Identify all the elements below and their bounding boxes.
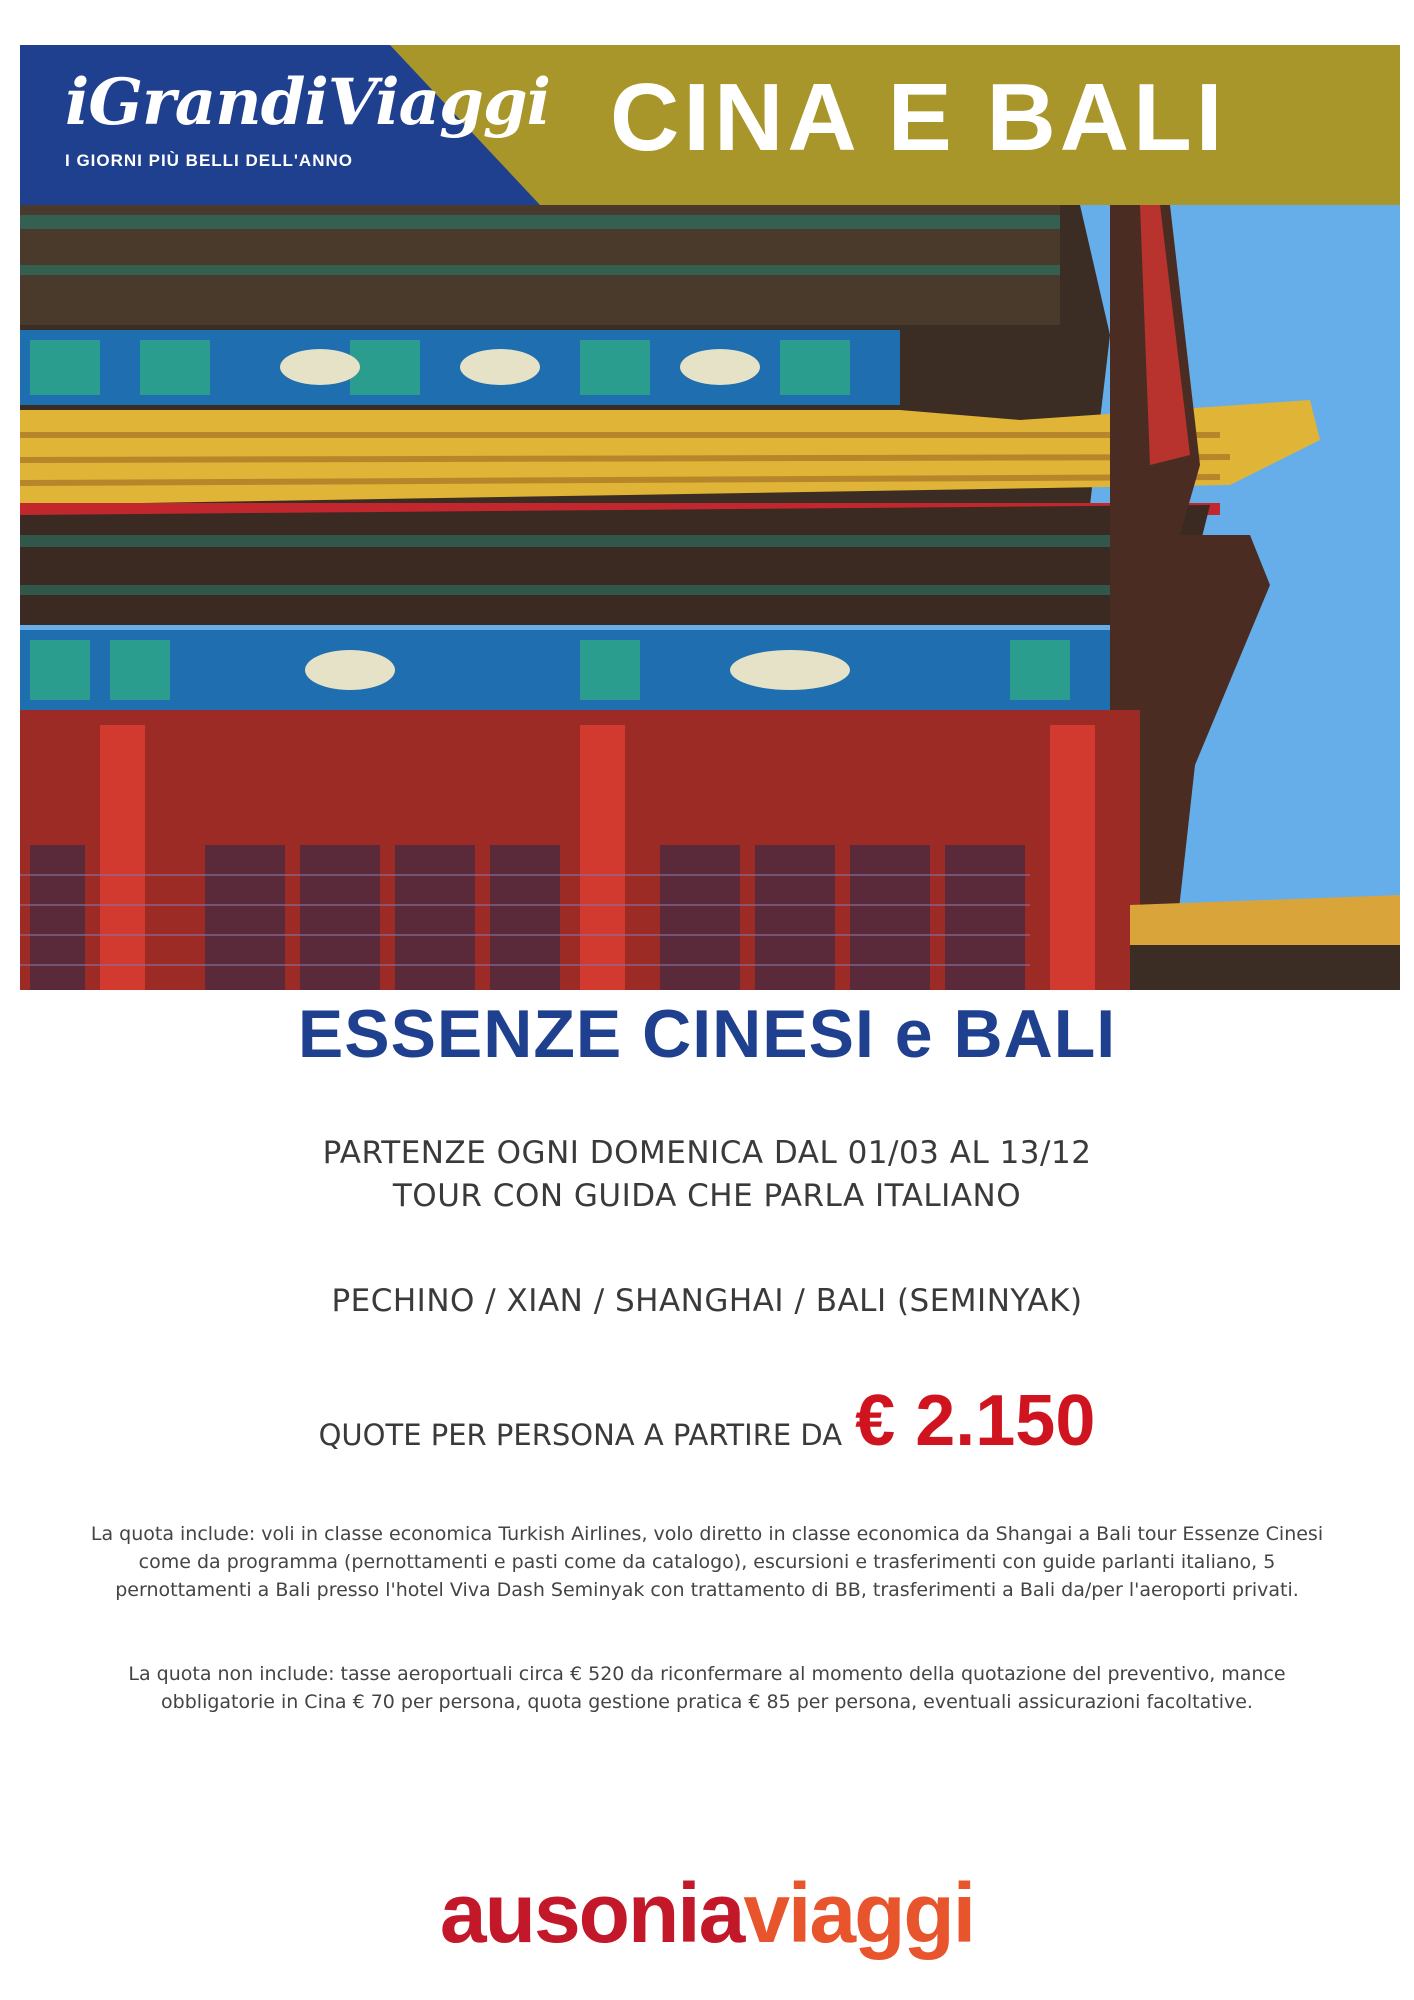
banner-title: CINA E BALI [610, 64, 1227, 171]
brand-logo: iGrandiViaggi [65, 65, 550, 140]
chinese-temple-photo [20, 205, 1400, 990]
header-banner [20, 45, 1400, 205]
price-label: QUOTE PER PERSONA A PARTIRE DA [318, 1418, 843, 1452]
brand-tagline: I GIORNI PIÙ BELLI DELL'ANNO [65, 151, 353, 170]
price-row [0, 1380, 1414, 1462]
tour-heading: ESSENZE CINESI e BALI [297, 996, 1117, 1072]
route-text: PECHINO / XIAN / SHANGHAI / BALI (SEMINYAK) [331, 1283, 1083, 1319]
logo-part-ausonia: ausonia [439, 1866, 744, 1960]
ausonia-viaggi-logo [0, 1865, 1414, 1962]
excludes-paragraph: La quota non include: tasse aeroportuali circa € 520 da riconfermare al momento della quotazione del preventivo, mance obbligatorie in Cina € 70 per persona, quota gestione pratica € 85 per persona, eventuali assicurazioni facoltative. [128, 1663, 1286, 1713]
price-value: € 2.150 [855, 1381, 1096, 1461]
logo-part-viaggi: viaggi [743, 1866, 975, 1960]
includes-paragraph: La quota include: voli in classe economica Turkish Airlines, volo diretto in classe economica da Shangai a Bali tour Essenze Cinesi come da programma (pernottamenti e pasti come da catalogo), escursioni e trasferimenti con guide parlanti italiano, 5 pernottamenti a Bali presso l'hotel Viva Dash Seminyak con trattamento di BB, trasferimenti a Bali da/per l'aeroporti privati. [90, 1523, 1324, 1601]
guide-text: TOUR CON GUIDA CHE PARLA ITALIANO [392, 1178, 1022, 1214]
departures-text: PARTENZE OGNI DOMENICA DAL 01/03 AL 13/12 [322, 1135, 1092, 1171]
